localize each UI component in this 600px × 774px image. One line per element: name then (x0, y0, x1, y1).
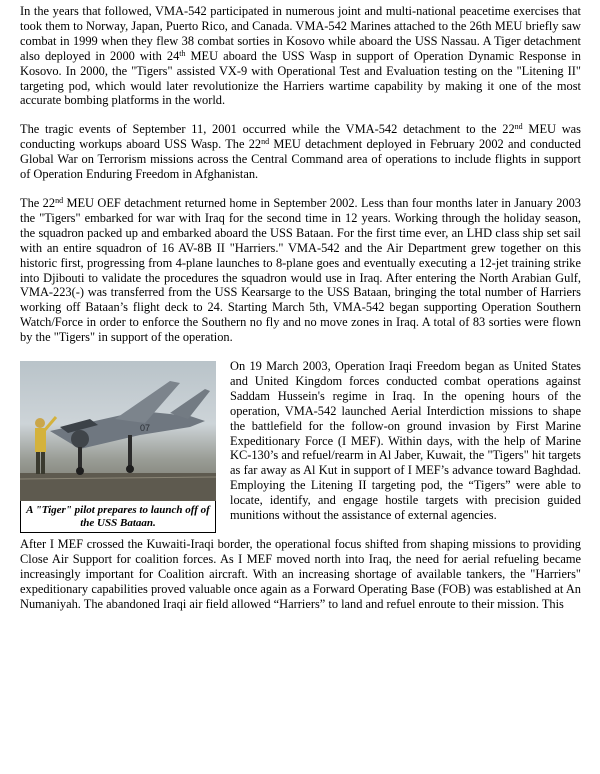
crewman-vest (35, 428, 46, 452)
harrier-jet-illustration (20, 361, 216, 501)
photo-caption: A "Tiger" pilot prepares to launch off of the USS Bataan. (20, 501, 216, 533)
harrier-photo-figure (20, 361, 216, 533)
paragraph-3: The 22nd MEU OEF detachment returned home in September 2002. Less than four months later in January 2003 the "Tigers" embarked for war with Iraq for the second time in 12 years. Working through the holiday season, the squadron packed up and embarked aboard the USS Bataan. For the first time ever, an LHD class ship set sail with an entire squadron of 16 AV-8B II "Harriers." VMA-542 and the Air Department grew together on this historic first, progressing from 4-plane launches to 8-plane goes and eventually executing a 12-jet training strike into Djibouti to validate the procedures the squadron would use in Iraq. After entering the North Arabian Gulf, VMA-223(-) was transferred from the USS Kearsarge to the USS Bataan, bringing the total number of Harriers working off Bataan’s flight deck to 24. Starting March 5th, VMA-542 began supporting Operation Southern Watch/Force in order to enforce the Southern no fly and no move zones in Iraq. A total of 83 sorties were flown by the "Tigers" in support of the operation. (20, 195, 581, 345)
document-page (20, 4, 581, 626)
jet-tail (170, 389, 210, 419)
crewman-head (35, 418, 45, 428)
landing-gear-rear (128, 435, 132, 469)
paragraph-2: The tragic events of September 11, 2001 occurred while the VMA-542 detachment to the 22nd MEU was conducting workups aboard USS Wasp. The 22nd MEU detachment deployed in February 2002 and conducted Global War on Terrorism missions across the Central Command area of operations to include flights in support of Operation Enduring Freedom in Afghanistan. (20, 122, 581, 182)
jet-intake (71, 430, 89, 448)
tail-number: 07 (140, 423, 151, 434)
wheel-rear (126, 465, 134, 473)
crewman-leg-left (36, 452, 40, 474)
paragraph-5: After I MEF crossed the Kuwaiti-Iraqi border, the operational focus shifted from shaping missions to providing Close Air Support for coalition forces. As I MEF moved north into Iraq, the need for aerial refueling became increasingly important for Coalition aircraft. With an increasing shortage of available tankers, the "Harriers" expeditionary capabilities proved valuable once again as a Forward Operating Base (FOB) was established at An Numaniyah. The abandoned Iraqi air field allowed “Harriers” to land and refuel enroute to their mission. This (20, 537, 581, 611)
crewman-arm (44, 417, 56, 431)
harrier-photo (20, 361, 216, 501)
paragraph-4: On 19 March 2003, Operation Iraqi Freedom began as United States and United Kingdom forces conducted combat operations against Saddam Hussein's regime in Iraq. In the opening hours of the operation, VMA-542 launched Aerial Interdiction missions to shape the battlefield for the follow-on ground invasion by First Marine Expeditionary Force (I MEF). Within days, with the help of Marine KC-130’s and refuel/rearm in Al Jaber, Kuwait, the "Tigers" hit targets as far away as Al Kut in support of I MEF’s advance toward Baghdad. Employing the Litening II targeting pod, the “Tigers” were able to locate, identify, and engage hostile targets with precision guided munitions without the assistance of external agencies. (230, 359, 581, 523)
paragraph-1: In the years that followed, VMA-542 participated in numerous joint and multi-national peacetime exercises that took them to Norway, Japan, Puerto Rico, and Canada. VMA-542 Marines attached to the 26th MEU briefly saw combat in 1999 when they flew 38 combat sorties in Kosovo while aboard the USS Nassau. A Tiger detachment also deployed in 2000 with 24th MEU aboard the USS Wasp in support of Operation Dynamic Response in Kosovo. In 2000, the "Tigers" assisted VX-9 with Operational Test and Evaluation testing on the "Litening II" targeting pod, which would later revolutionize the Harriers wartime capability by making it one of the most accurate bombing platforms in the world. (20, 4, 581, 108)
crewman-leg-right (41, 452, 45, 474)
wheel-front (76, 467, 84, 475)
